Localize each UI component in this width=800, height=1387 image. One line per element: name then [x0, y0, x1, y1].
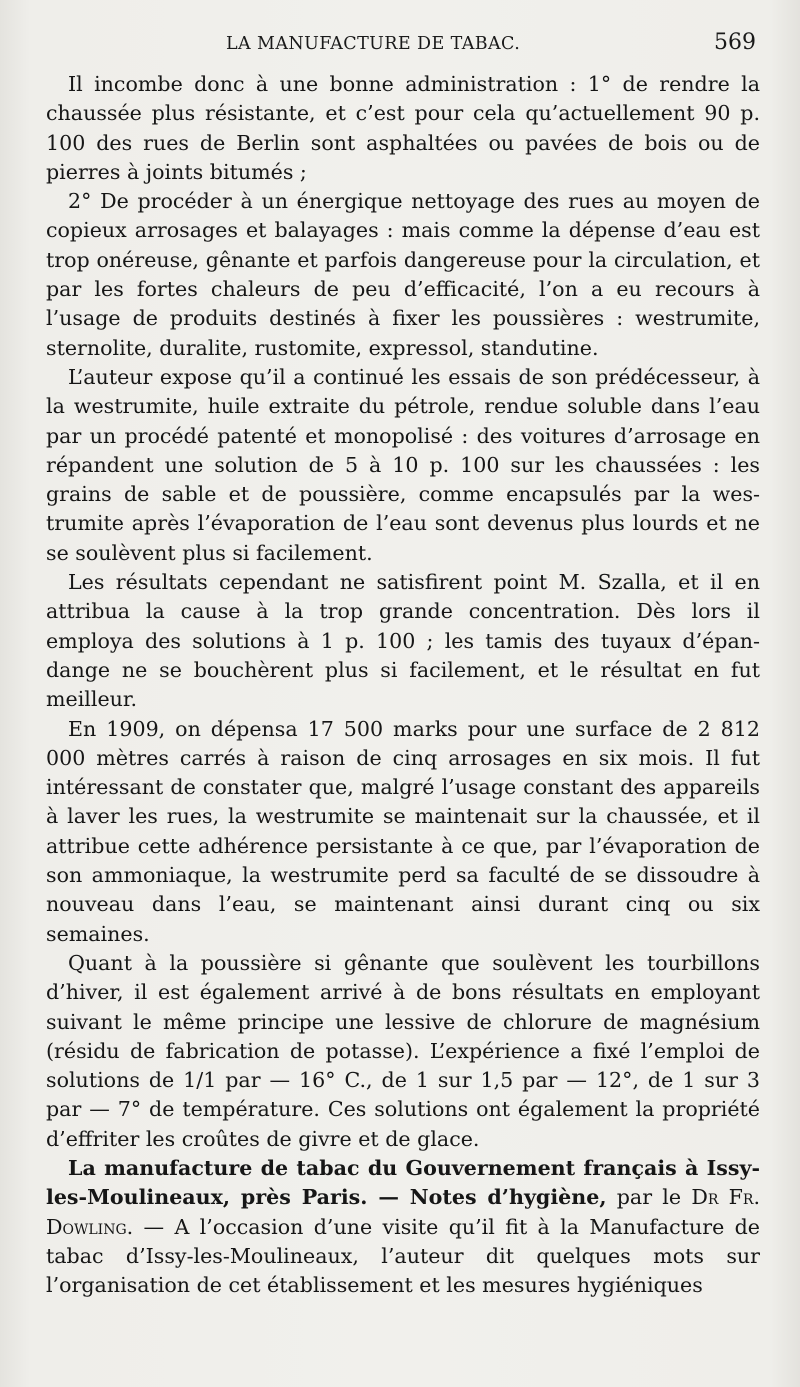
paragraph: En 1909, on dépensa 17 500 marks pour une surface de 2 812 000 mètres carrés à raison de cinq arrosages en six mois. Il fut intéressant de constater que, malgré l’usage constant des appareils à laver les rues, la westrumite se maintenait sur la chaussée, et il attribue cette adhérence persistante à ce que, par l’évaporation de son ammoniaque, la westrumite perd sa faculté de se dissoudre à nouveau dans l’eau, se maintenant ainsi durant cinq ou six semaines. [46, 716, 760, 946]
page-number: 569 [714, 30, 756, 55]
section-title: La manufacture de tabac du Gouvernement français à Issy-les-Moulineaux, près Paris. — Notes d’hygiène, [46, 1155, 760, 1210]
author-prefix: Dr [691, 1185, 719, 1210]
body-text [46, 70, 760, 1300]
paragraph: Il incombe donc à une bonne administration : 1° de rendre la chaussée plus résistante, et c’est pour cela qu’actuellement 90 p. 100 des rues de Berlin sont asphaltées ou pavées de bois ou de pierres à joints bitumés ; [46, 72, 760, 184]
section-body: . — A l’occasion d’une visite qu’il fit à la Manufacture de tabac d’Issy-les-Moulineaux, l’auteur dit quelques mots sur l’organisation de cet établissement et les mesures hygiéniques [46, 1214, 760, 1298]
section-by: par le [606, 1185, 692, 1210]
running-head [46, 30, 760, 70]
paragraph: 2° De procéder à un énergique nettoyage des rues au moyen de copieux arrosages et balayages : mais comme la dépense d’eau est trop onéreuse, gênante et parfois dangereuse pour la circulation, et par les fortes chaleurs de peu d’efficacité, l’on a eu recours à l’usage de produits destinés à fixer les poussières : westrumite, sternolite, duralite, rustomite, expressol, standutine. [46, 189, 760, 360]
section-entry [46, 1154, 760, 1300]
paragraph: Quant à la poussière si gênante que soulèvent les tourbillons d’hiver, il est également arrivé à de bons résultats en employant suivant le même principe une lessive de chlorure de magnésium (résidu de fabrication de potasse). L’expérience a fixé l’emploi de solutions de 1/1 par — 16° C., de 1 sur 1,5 par — 12°, de 1 sur 3 par — 7° de température. Ces solutions ont également la propriété d’effriter les croûtes de givre et de glace. [46, 950, 760, 1151]
paragraph: L’auteur expose qu’il a continué les essais de son prédécesseur, à la westrumite, huile extraite du pétrole, rendue soluble dans l’eau par un procédé patenté et monopolisé : des voitures d’arrosage en répandent une solution de 5 à 10 p. 100 sur les chaussées : les grains de sable et de poussière, comme encapsulés par la westrumite après l’évaporation de l’eau sont devenus plus lourds et ne se soulèvent plus si facilement. [46, 364, 760, 565]
paragraph: Les résultats cependant ne satisfirent point M. Szalla, et il en attribua la cause à la trop grande concentration. Dès lors il employa des solutions à 1 p. 100 ; les tamis des tuyaux d’épandange ne se bouchèrent plus si facilement, et le résultat en fut meilleur. [46, 570, 760, 712]
author-name: Fr. Dowling [46, 1185, 761, 1239]
running-title: LA MANUFACTURE DE TABAC. [226, 34, 521, 54]
